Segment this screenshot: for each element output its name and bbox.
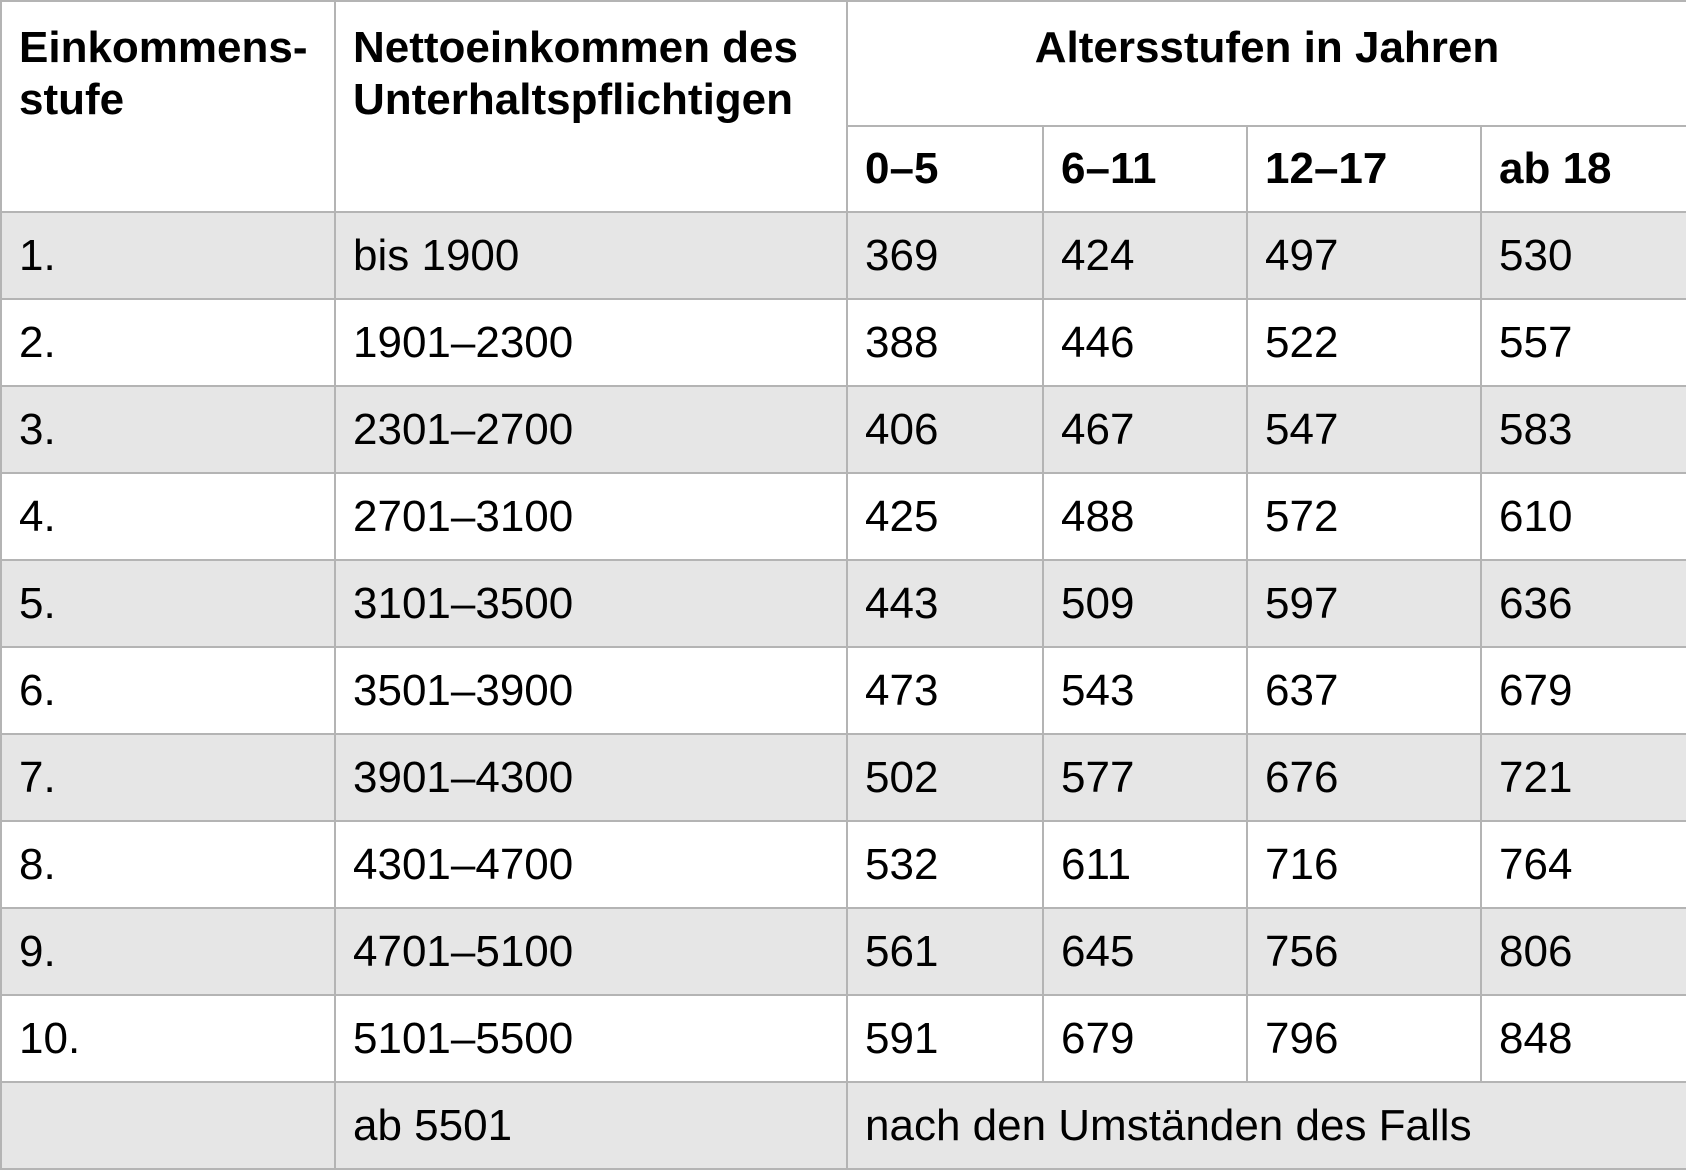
amount-cell: 591 — [847, 995, 1043, 1082]
income-level-cell: 9. — [1, 908, 335, 995]
income-level-cell: 2. — [1, 299, 335, 386]
header-age-0-5: 0–5 — [847, 126, 1043, 212]
amount-cell: 848 — [1481, 995, 1686, 1082]
amount-cell: 611 — [1043, 821, 1247, 908]
net-income-cell: 4301–4700 — [335, 821, 847, 908]
table-row — [1, 212, 1686, 299]
amount-cell: 679 — [1043, 995, 1247, 1082]
amount-cell: 488 — [1043, 473, 1247, 560]
net-income-cell: 2701–3100 — [335, 473, 847, 560]
amount-cell: 547 — [1247, 386, 1481, 473]
net-income-cell: 3101–3500 — [335, 560, 847, 647]
table-row — [1, 386, 1686, 473]
income-level-cell: 3. — [1, 386, 335, 473]
income-level-cell: 8. — [1, 821, 335, 908]
table-row — [1, 908, 1686, 995]
amount-cell: 583 — [1481, 386, 1686, 473]
income-level-cell — [1, 1082, 335, 1169]
net-income-cell: 4701–5100 — [335, 908, 847, 995]
amount-cell: 543 — [1043, 647, 1247, 734]
header-net-income-line1: Nettoeinkommen des — [353, 23, 798, 72]
amount-cell: 425 — [847, 473, 1043, 560]
circumstances-note-cell: nach den Umständen des Falls — [847, 1082, 1686, 1169]
table-row — [1, 821, 1686, 908]
amount-cell: 597 — [1247, 560, 1481, 647]
table-row — [1, 299, 1686, 386]
income-level-cell: 1. — [1, 212, 335, 299]
income-level-cell: 4. — [1, 473, 335, 560]
amount-cell: 721 — [1481, 734, 1686, 821]
amount-cell: 557 — [1481, 299, 1686, 386]
table-row — [1, 560, 1686, 647]
amount-cell: 369 — [847, 212, 1043, 299]
income-level-cell: 6. — [1, 647, 335, 734]
amount-cell: 572 — [1247, 473, 1481, 560]
amount-cell: 473 — [847, 647, 1043, 734]
header-age-12-17: 12–17 — [1247, 126, 1481, 212]
table-row — [1, 734, 1686, 821]
income-level-cell: 5. — [1, 560, 335, 647]
header-age-6-11: 6–11 — [1043, 126, 1247, 212]
amount-cell: 530 — [1481, 212, 1686, 299]
net-income-cell: 3901–4300 — [335, 734, 847, 821]
amount-cell: 806 — [1481, 908, 1686, 995]
amount-cell: 577 — [1043, 734, 1247, 821]
income-level-cell: 7. — [1, 734, 335, 821]
amount-cell: 679 — [1481, 647, 1686, 734]
amount-cell: 388 — [847, 299, 1043, 386]
header-age-18-plus: ab 18 — [1481, 126, 1686, 212]
amount-cell: 764 — [1481, 821, 1686, 908]
table-row — [1, 473, 1686, 560]
table-row-last — [1, 1082, 1686, 1169]
net-income-cell: bis 1900 — [335, 212, 847, 299]
amount-cell: 443 — [847, 560, 1043, 647]
header-age-group: Altersstufen in Jahren — [847, 1, 1686, 126]
table-row — [1, 647, 1686, 734]
header-net-income-line2: Unterhaltspflichtigen — [353, 75, 794, 124]
amount-cell: 636 — [1481, 560, 1686, 647]
amount-cell: 756 — [1247, 908, 1481, 995]
amount-cell: 406 — [847, 386, 1043, 473]
amount-cell: 610 — [1481, 473, 1686, 560]
net-income-cell: 5101–5500 — [335, 995, 847, 1082]
amount-cell: 532 — [847, 821, 1043, 908]
amount-cell: 497 — [1247, 212, 1481, 299]
net-income-cell: 3501–3900 — [335, 647, 847, 734]
amount-cell: 509 — [1043, 560, 1247, 647]
table-row — [1, 995, 1686, 1082]
header-income-level-line1: Einkommens- — [19, 23, 308, 72]
net-income-cell: 2301–2700 — [335, 386, 847, 473]
amount-cell: 424 — [1043, 212, 1247, 299]
net-income-cell: 1901–2300 — [335, 299, 847, 386]
amount-cell: 467 — [1043, 386, 1247, 473]
amount-cell: 716 — [1247, 821, 1481, 908]
net-income-cell: ab 5501 — [335, 1082, 847, 1169]
amount-cell: 637 — [1247, 647, 1481, 734]
header-net-income — [335, 1, 847, 212]
amount-cell: 676 — [1247, 734, 1481, 821]
amount-cell: 502 — [847, 734, 1043, 821]
amount-cell: 796 — [1247, 995, 1481, 1082]
amount-cell: 446 — [1043, 299, 1247, 386]
amount-cell: 522 — [1247, 299, 1481, 386]
header-row-1 — [1, 1, 1686, 126]
amount-cell: 645 — [1043, 908, 1247, 995]
header-income-level-line2: stufe — [19, 75, 125, 124]
amount-cell: 561 — [847, 908, 1043, 995]
header-income-level — [1, 1, 335, 212]
income-level-cell: 10. — [1, 995, 335, 1082]
